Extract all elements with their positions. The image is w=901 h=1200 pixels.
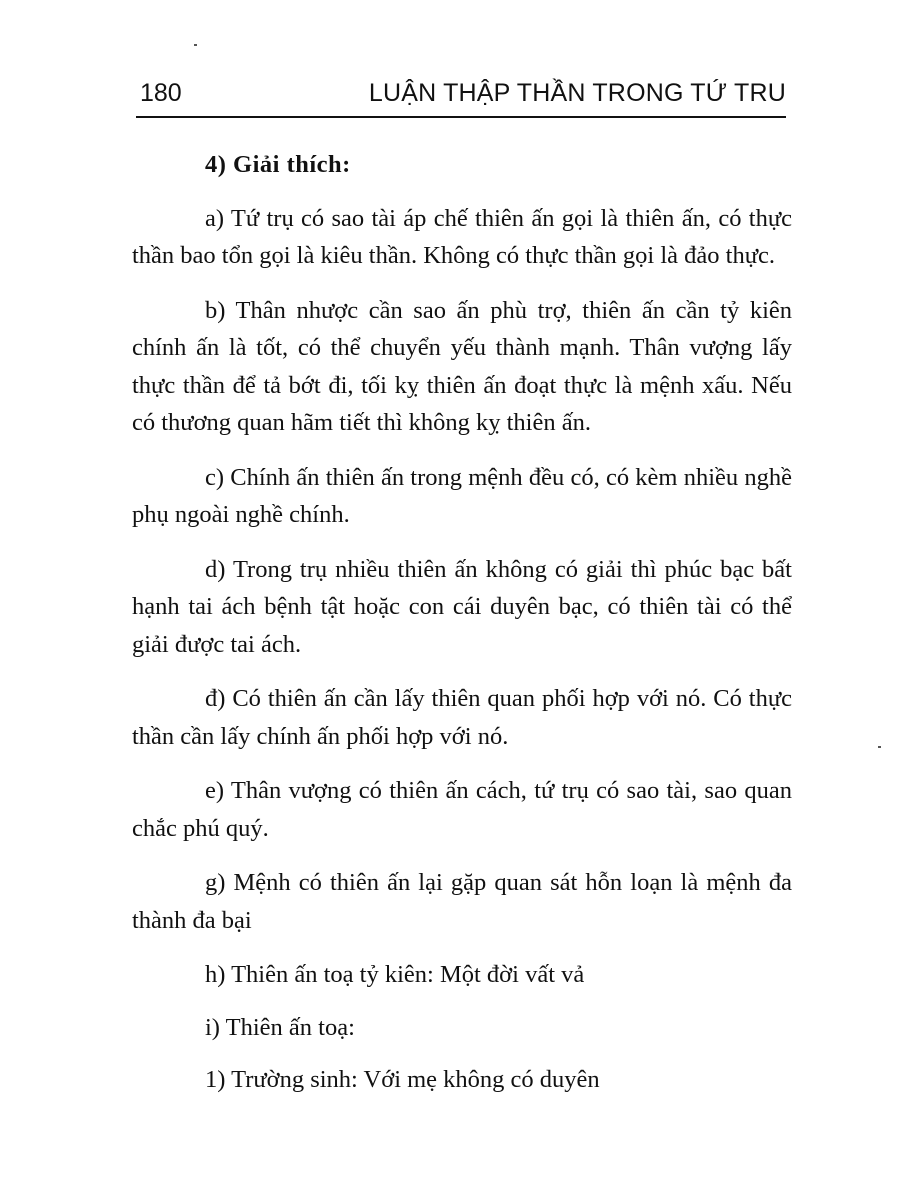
paragraph-c: c) Chính ấn thiên ấn trong mệnh đều có, có kèm nhiều nghề phụ ngoài nghề chính. [132, 463, 792, 528]
scan-speck [194, 44, 197, 46]
scan-speck [878, 746, 881, 748]
paragraph-b: b) Thân nhược cần sao ấn phù trợ, thiên ấn cần tỷ kiên chính ấn là tốt, có thể chuyển yếu thành mạnh. Thân vượng lấy thực thần để tả bớt đi, tối kỵ thiên ấn đoạt thực là mệnh xấu. Nếu có thương quan hãm tiết thì không kỵ thiên ấn. [132, 296, 792, 436]
page-number: 180 [140, 79, 182, 107]
page-body [132, 146, 792, 1114]
line-1: 1) Trường sinh: Với mẹ không có duyên [205, 1066, 600, 1093]
line-h: h) Thiên ấn toạ tỷ kiên: Một đời vất vả [205, 961, 585, 988]
page-header [136, 74, 786, 118]
line-i: i) Thiên ấn toạ: [205, 1013, 355, 1041]
paragraph-a: a) Tứ trụ có sao tài áp chế thiên ấn gọi là thiên ấn, có thực thần bao tổn gọi là kiêu thần. Không có thực thần gọi là đảo thực. [132, 204, 792, 269]
section-heading: 4) Giải thích: [205, 151, 351, 178]
paragraph-g: g) Mệnh có thiên ấn lại gặp quan sát hỗn loạn là mệnh đa thành đa bại [132, 869, 792, 934]
paragraph-dd: đ) Có thiên ấn cần lấy thiên quan phối hợp với nó. Có thực thần cần lấy chính ấn phối hợp với nó. [132, 685, 792, 750]
paragraph-e: e) Thân vượng có thiên ấn cách, tứ trụ có sao tài, sao quan chắc phú quý. [132, 777, 792, 842]
paragraph-d: d) Trong trụ nhiều thiên ấn không có giải thì phúc bạc bất hạnh tai ách bệnh tật hoặc con cái duyên bạc, có thiên tài có thể giải được tai ách. [132, 555, 792, 658]
running-title: LUẬN THẬP THẦN TRONG TỨ TRU [368, 79, 786, 107]
